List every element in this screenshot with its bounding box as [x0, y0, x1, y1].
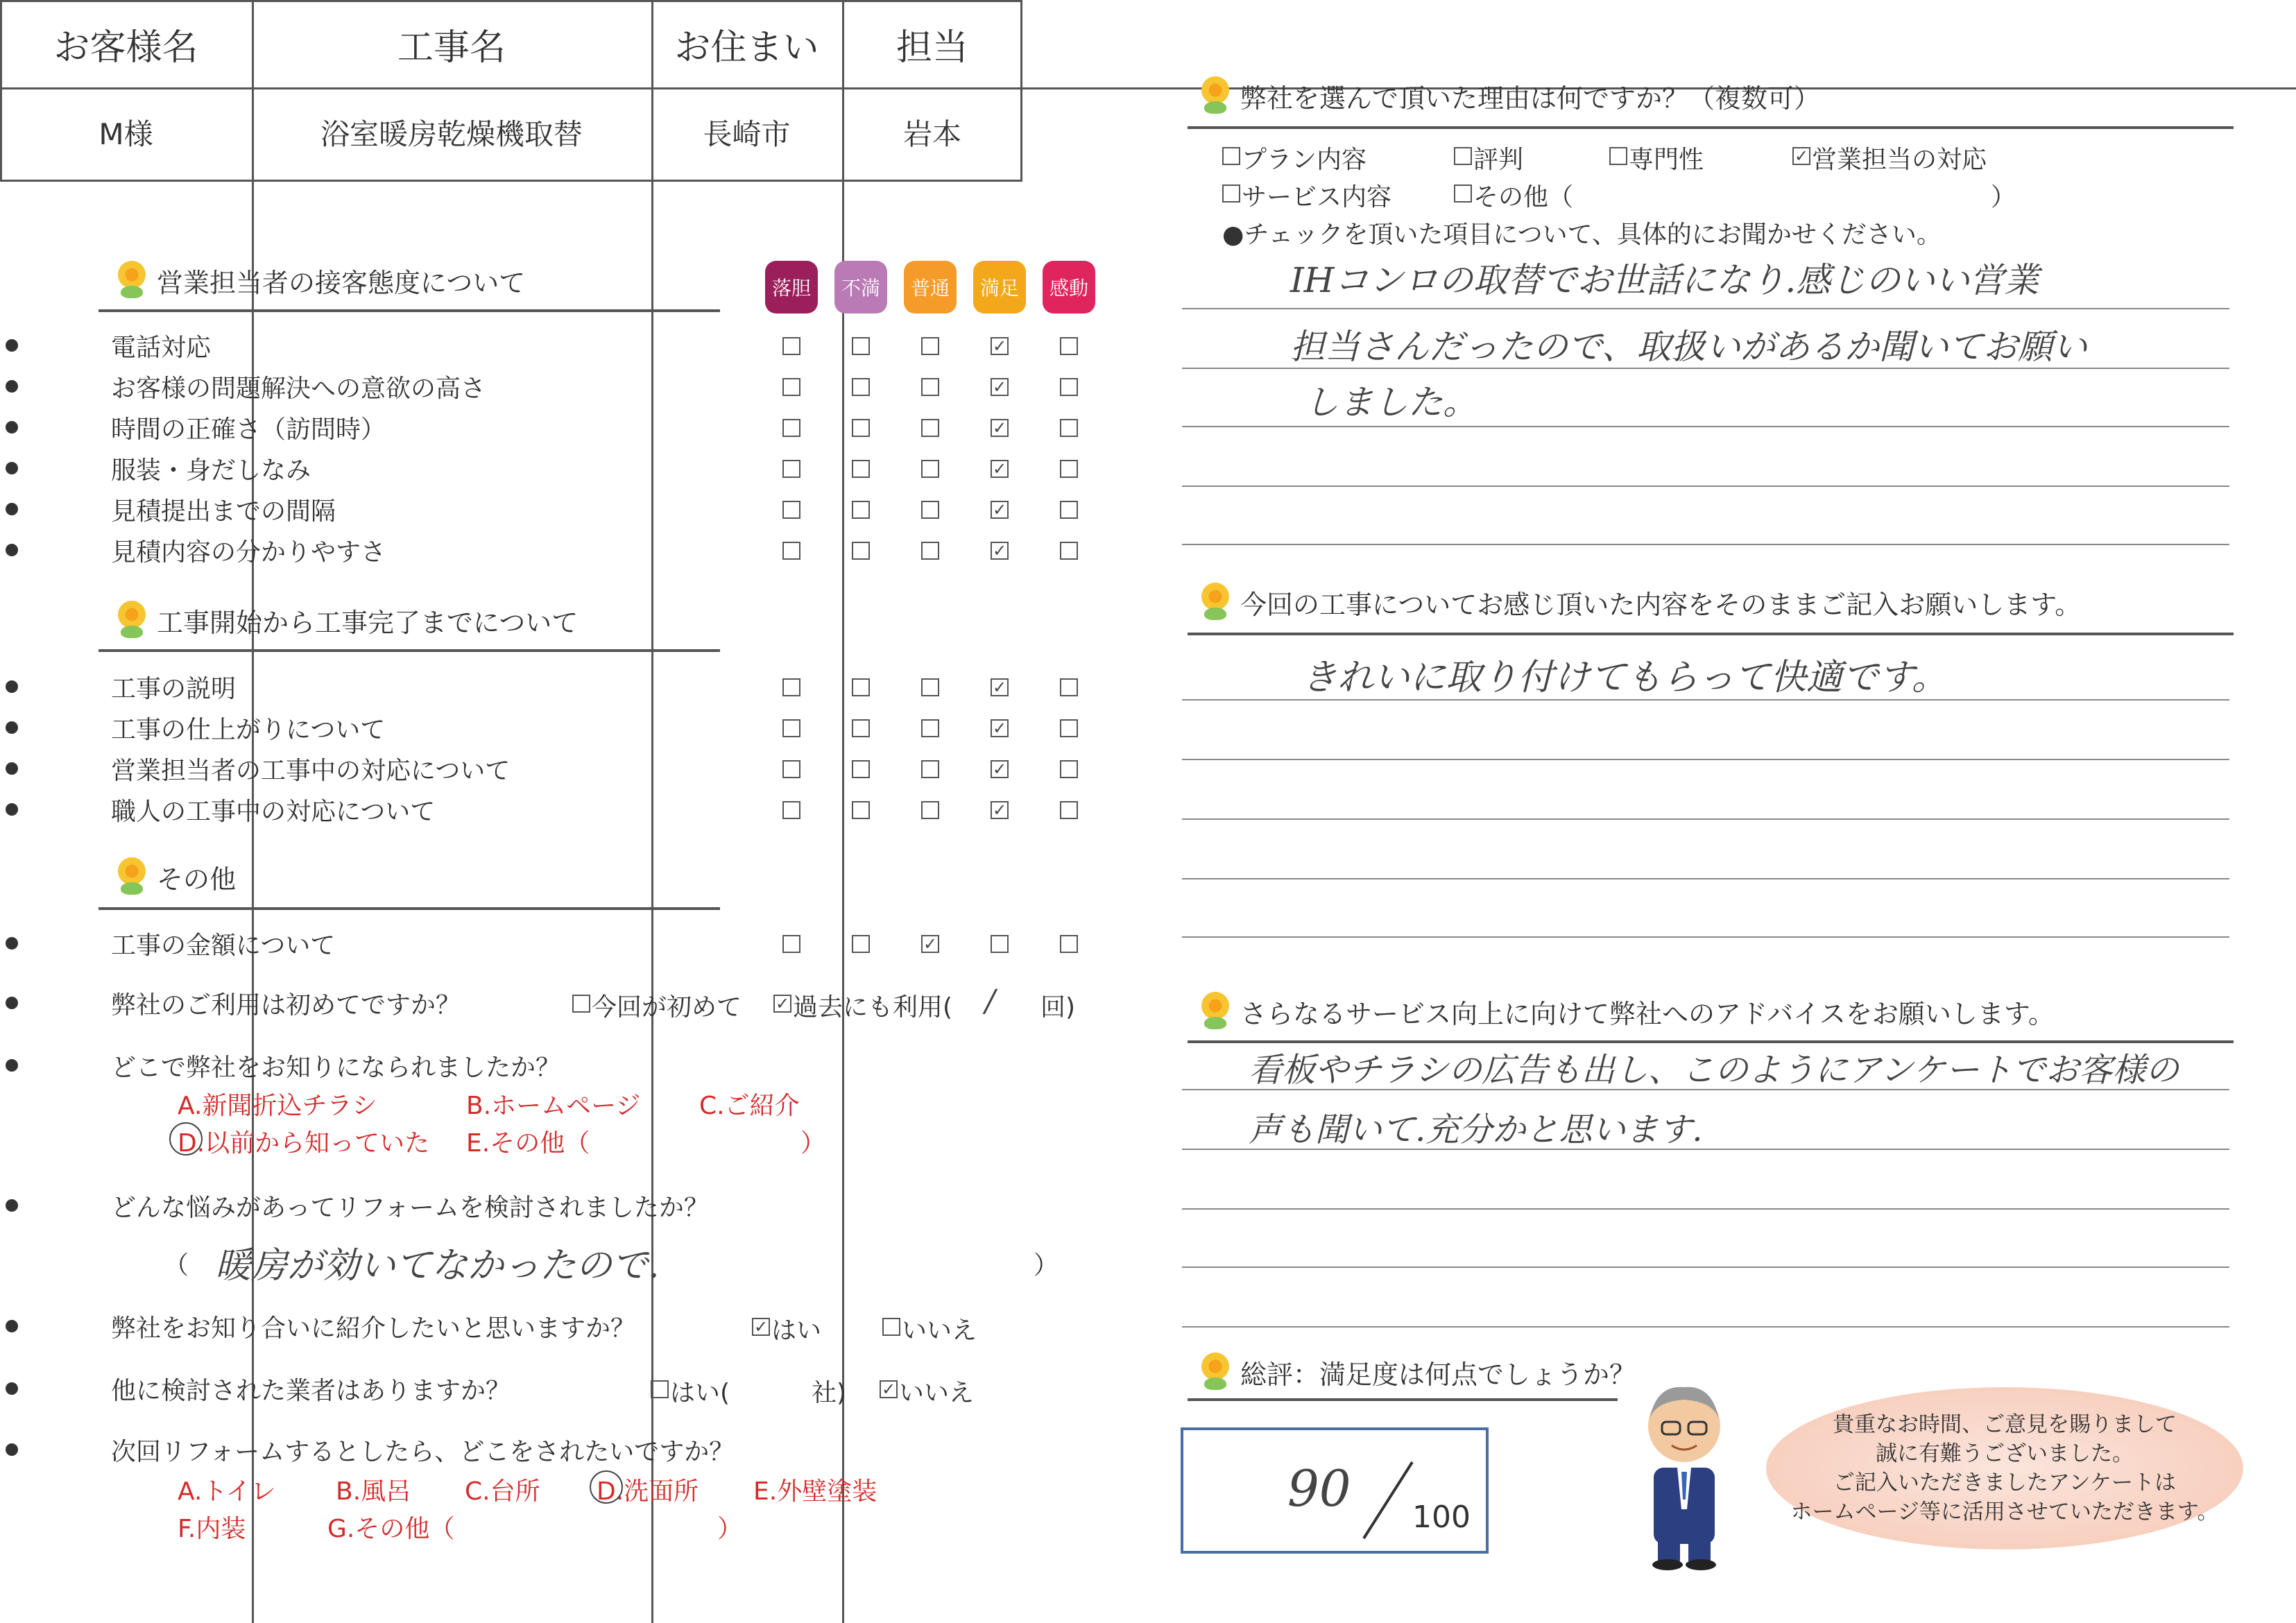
rating-checkbox[interactable]	[782, 760, 800, 778]
know-option-b: B.ホームページ	[466, 1092, 641, 1120]
know-question: どこで弊社をお知りになられましたか？	[111, 1049, 560, 1082]
rating-item: 工事の仕上がりについて	[111, 711, 385, 744]
rating-checkbox[interactable]	[1060, 419, 1078, 437]
reason-followup: ●チェックを頂いた項目について、具体的にお聞かせください。	[1222, 221, 1942, 249]
section-title-reason	[1200, 76, 1820, 115]
rating-checkbox[interactable]	[991, 935, 1009, 953]
rating-checkbox[interactable]	[782, 542, 800, 560]
rating-checkbox[interactable]: ✓	[991, 460, 1009, 478]
rating-checkbox[interactable]	[1060, 801, 1078, 819]
staff-name: 岩本	[902, 117, 961, 151]
reason-other-label: その他（	[1473, 183, 1574, 212]
rating-checkbox[interactable]	[782, 678, 800, 696]
flower-icon	[1200, 1352, 1231, 1391]
rating-checkbox[interactable]	[921, 378, 939, 396]
know-option-c: C.ご紹介	[699, 1092, 800, 1120]
thanks-line: 貴重なお時間、ご意見を賜りまして	[1833, 1412, 2177, 1437]
rating-checkbox[interactable]	[782, 337, 800, 355]
rating-checkbox[interactable]	[1060, 760, 1078, 778]
rating-checkbox[interactable]	[852, 935, 870, 953]
rating-checkbox[interactable]: ✓	[991, 719, 1009, 737]
used-before-times: 回)	[1040, 993, 1076, 1022]
introduce-question: 弊社をお知り合いに紹介したいと思いますか？	[111, 1309, 635, 1343]
rating-checkbox[interactable]: ✓	[991, 501, 1009, 519]
rating-badge-impressed: 感動	[1043, 261, 1095, 314]
reason-sales-checkbox[interactable]: ✓	[1792, 147, 1810, 165]
reason-expertise-label: 専門性	[1629, 146, 1704, 174]
first-time-checkbox[interactable]	[572, 995, 590, 1013]
rating-checkbox[interactable]	[852, 337, 870, 355]
rating-checkbox[interactable]	[921, 678, 939, 696]
rating-badge-disappointed: 落胆	[765, 261, 818, 314]
rating-checkbox[interactable]	[921, 460, 939, 478]
thanks-line: 誠に有難うございました。	[1876, 1441, 2134, 1466]
rating-item: 見積内容の分かりやすさ	[111, 533, 386, 567]
score-box	[1181, 1427, 1489, 1554]
reason-answer-line: IHコンロの取替でお世話になり.感じのいい営業	[1290, 260, 2039, 300]
section-title-text: さらなるサービス向上に向けて弊社へのアドバイスをお願いします。	[1240, 998, 2055, 1029]
rating-checkbox[interactable]	[1060, 719, 1078, 737]
header-area-label: お住まい	[674, 26, 819, 69]
next-option-a: A.トイレ	[178, 1477, 276, 1506]
worry-paren-open: （	[164, 1251, 189, 1280]
circle-mark	[169, 1122, 203, 1156]
section-title-score	[1200, 1352, 1636, 1391]
header-table	[0, 0, 1022, 182]
next-option-b: B.風呂	[336, 1477, 411, 1506]
rating-checkbox[interactable]	[782, 935, 800, 953]
flower-icon	[117, 857, 147, 896]
flower-icon	[1200, 992, 1231, 1031]
rating-checkbox[interactable]	[782, 419, 800, 437]
circle-mark	[590, 1470, 623, 1504]
rating-checkbox[interactable]	[1060, 337, 1078, 355]
introduce-no-label: いいえ	[902, 1316, 977, 1345]
section-title-text: 工事開始から工事完了までについて	[157, 607, 579, 638]
section-title-text: 弊社を選んで頂いた理由は何ですか？（複数可）	[1240, 83, 1821, 114]
rating-checkbox[interactable]	[921, 801, 939, 819]
header-staff-label: 担当	[896, 26, 968, 69]
worry-answer: 暖房が効いてなかったので.	[215, 1245, 660, 1287]
reason-other-checkbox[interactable]	[1454, 184, 1472, 203]
rating-checkbox[interactable]: ✓	[991, 678, 1009, 696]
know-option-e-close: ）	[800, 1129, 826, 1158]
other-vendors-question: 他に検討された業者はありますか？	[111, 1372, 511, 1405]
rating-badge-dissatisfied: 不満	[834, 261, 887, 314]
section-title-construction	[117, 601, 578, 639]
next-option-d: D.洗面所	[597, 1477, 699, 1506]
flower-icon	[117, 601, 147, 639]
used-before-label: 過去にも利用(	[793, 993, 953, 1022]
rating-checkbox[interactable]	[921, 760, 939, 778]
reason-other-close: ）	[1991, 183, 2016, 212]
rating-checkbox[interactable]	[782, 460, 800, 478]
rating-item: 電話対応	[111, 329, 211, 362]
rating-checkbox[interactable]	[852, 419, 870, 437]
rating-checkbox[interactable]	[1060, 678, 1078, 696]
rating-item: 工事の金額について	[111, 927, 335, 960]
thanks-message	[1766, 1387, 2243, 1549]
rating-checkbox[interactable]: ✓	[991, 337, 1009, 355]
section-title-text: その他	[157, 864, 237, 895]
rating-checkbox[interactable]	[1060, 935, 1078, 953]
rating-checkbox[interactable]	[852, 719, 870, 737]
reason-expertise-checkbox[interactable]	[1609, 147, 1627, 165]
rating-checkbox[interactable]	[852, 678, 870, 696]
flower-icon	[1200, 76, 1231, 115]
other-vendors-count-label: 社)	[812, 1379, 847, 1407]
rating-checkbox[interactable]	[782, 801, 800, 819]
rating-checkbox[interactable]	[782, 378, 800, 396]
next-option-g-close: ）	[717, 1515, 743, 1543]
score-max: 100	[1412, 1500, 1471, 1535]
flower-icon	[1200, 583, 1231, 621]
rating-badge-satisfied: 満足	[973, 261, 1026, 314]
rating-checkbox[interactable]	[921, 501, 939, 519]
header-work-label: 工事名	[397, 26, 506, 69]
introduce-yes-label: はい	[771, 1316, 822, 1345]
used-before-checkbox[interactable]: ✓	[773, 995, 791, 1013]
rating-checkbox[interactable]	[1060, 501, 1078, 519]
thanks-line: ご記入いただきましたアンケートは	[1833, 1470, 2177, 1495]
rating-item: 服装・身だしなみ	[111, 452, 311, 485]
reason-plan-label: プラン内容	[1242, 146, 1367, 174]
section-title-text: 今回の工事についてお感じ頂いた内容をそのままご記入お願いします。	[1240, 589, 2082, 620]
section-title-advice	[1200, 992, 2055, 1031]
rating-checkbox[interactable]	[852, 542, 870, 560]
rating-item: 営業担当者の工事中の対応について	[111, 752, 510, 785]
worry-paren-close: ）	[1034, 1251, 1059, 1280]
section-title-sales	[117, 261, 525, 300]
mascot-illustration	[1629, 1364, 1740, 1572]
thanks-line: ホームページ等に活用させていただきます。	[1790, 1500, 2219, 1525]
rating-checkbox[interactable]	[921, 542, 939, 560]
rating-checkbox[interactable]	[921, 337, 939, 355]
other-vendors-yes-checkbox[interactable]	[651, 1380, 669, 1398]
rating-checkbox[interactable]	[782, 501, 800, 519]
score-value: 90	[1287, 1459, 1351, 1518]
next-option-f: F.内装	[178, 1515, 246, 1543]
rating-checkbox[interactable]: ✓	[991, 419, 1009, 437]
rating-item: 見積提出までの間隔	[111, 492, 336, 526]
section-title-impression	[1200, 583, 2081, 621]
next-reform-question: 次回リフォームするとしたら、どこをされたいですか？	[111, 1433, 734, 1466]
know-option-d: D.以前から知っていた	[178, 1129, 430, 1158]
worry-question: どんな悩みがあってリフォームを検討されましたか？	[111, 1189, 709, 1222]
rating-checkbox[interactable]	[852, 460, 870, 478]
rating-item: 工事の説明	[111, 670, 236, 703]
reason-service-label: サービス内容	[1242, 183, 1392, 212]
rating-checkbox[interactable]	[852, 378, 870, 396]
reason-answer-line: 担当さんだったので、取扱いがあるか聞いてお願い	[1290, 327, 2087, 367]
section-title-other	[117, 857, 236, 896]
work-name: 浴室暖房乾燥機取替	[320, 117, 583, 151]
reason-service-checkbox[interactable]	[1222, 184, 1240, 203]
rating-checkbox[interactable]	[852, 801, 870, 819]
rating-checkbox[interactable]	[921, 419, 939, 437]
impression-answer-line: きれいに取り付けてもらって快適です。	[1301, 657, 1948, 698]
introduce-yes-checkbox[interactable]: ✓	[752, 1318, 770, 1336]
rating-checkbox[interactable]	[782, 719, 800, 737]
rating-checkbox[interactable]: ✓	[991, 801, 1009, 819]
know-option-a: A.新聞折込チラシ	[178, 1092, 377, 1120]
header-customer-label: お客様名	[53, 26, 198, 69]
rating-checkbox[interactable]	[1060, 542, 1078, 560]
rating-checkbox[interactable]	[1060, 378, 1078, 396]
other-vendors-no-label: いいえ	[899, 1379, 975, 1407]
reason-plan-checkbox[interactable]	[1222, 147, 1240, 165]
section-title-text: 総評：満足度は何点でしょうか？	[1240, 1359, 1636, 1390]
customer-name: M様	[98, 117, 153, 151]
next-option-c: C.台所	[465, 1477, 540, 1506]
first-time-label: 今回が初めて	[592, 993, 742, 1022]
section-title-text: 営業担当者の接客態度について	[157, 267, 526, 298]
reason-reputation-label: 評判	[1473, 146, 1524, 174]
rating-checkbox[interactable]	[852, 501, 870, 519]
rating-item: お客様の問題解決への意欲の高さ	[111, 370, 486, 403]
reason-sales-label: 営業担当の対応	[1812, 146, 1987, 174]
rating-checkbox[interactable]	[921, 719, 939, 737]
rating-checkbox[interactable]: ✓	[991, 378, 1009, 396]
other-vendors-no-checkbox[interactable]: ✓	[880, 1380, 898, 1398]
rating-checkbox[interactable]: ✓	[991, 760, 1009, 778]
next-option-e: E.外壁塗装	[753, 1477, 877, 1506]
rating-checkbox[interactable]: ✓	[991, 542, 1009, 560]
flower-icon	[117, 261, 147, 300]
score-slash	[1350, 1455, 1419, 1545]
know-option-e: E.その他（	[466, 1129, 590, 1158]
rating-item: 職人の工事中の対応について	[111, 793, 435, 826]
rating-item: 時間の正確さ（訪問時）	[111, 411, 386, 444]
rating-checkbox[interactable]	[1060, 460, 1078, 478]
advice-answer-line: 声も聞いて.充分かと思います.	[1249, 1110, 1703, 1149]
reason-answer-line: しました。	[1304, 382, 1477, 422]
used-before-count: /	[985, 984, 995, 1019]
introduce-no-checkbox[interactable]	[882, 1318, 900, 1336]
reason-reputation-checkbox[interactable]	[1454, 147, 1472, 165]
advice-answer-line: 看板やチラシの広告も出し、このようにアンケートでお客様の	[1249, 1051, 2179, 1090]
residence: 長崎市	[703, 117, 791, 151]
first-time-question: 弊社のご利用は初めてですか？	[111, 986, 461, 1020]
next-option-g: G.その他（	[327, 1515, 455, 1543]
other-vendors-yes-label: はい(	[670, 1379, 730, 1407]
rating-badge-normal: 普通	[904, 261, 957, 314]
rating-checkbox[interactable]	[852, 760, 870, 778]
rating-checkbox[interactable]: ✓	[921, 935, 939, 953]
